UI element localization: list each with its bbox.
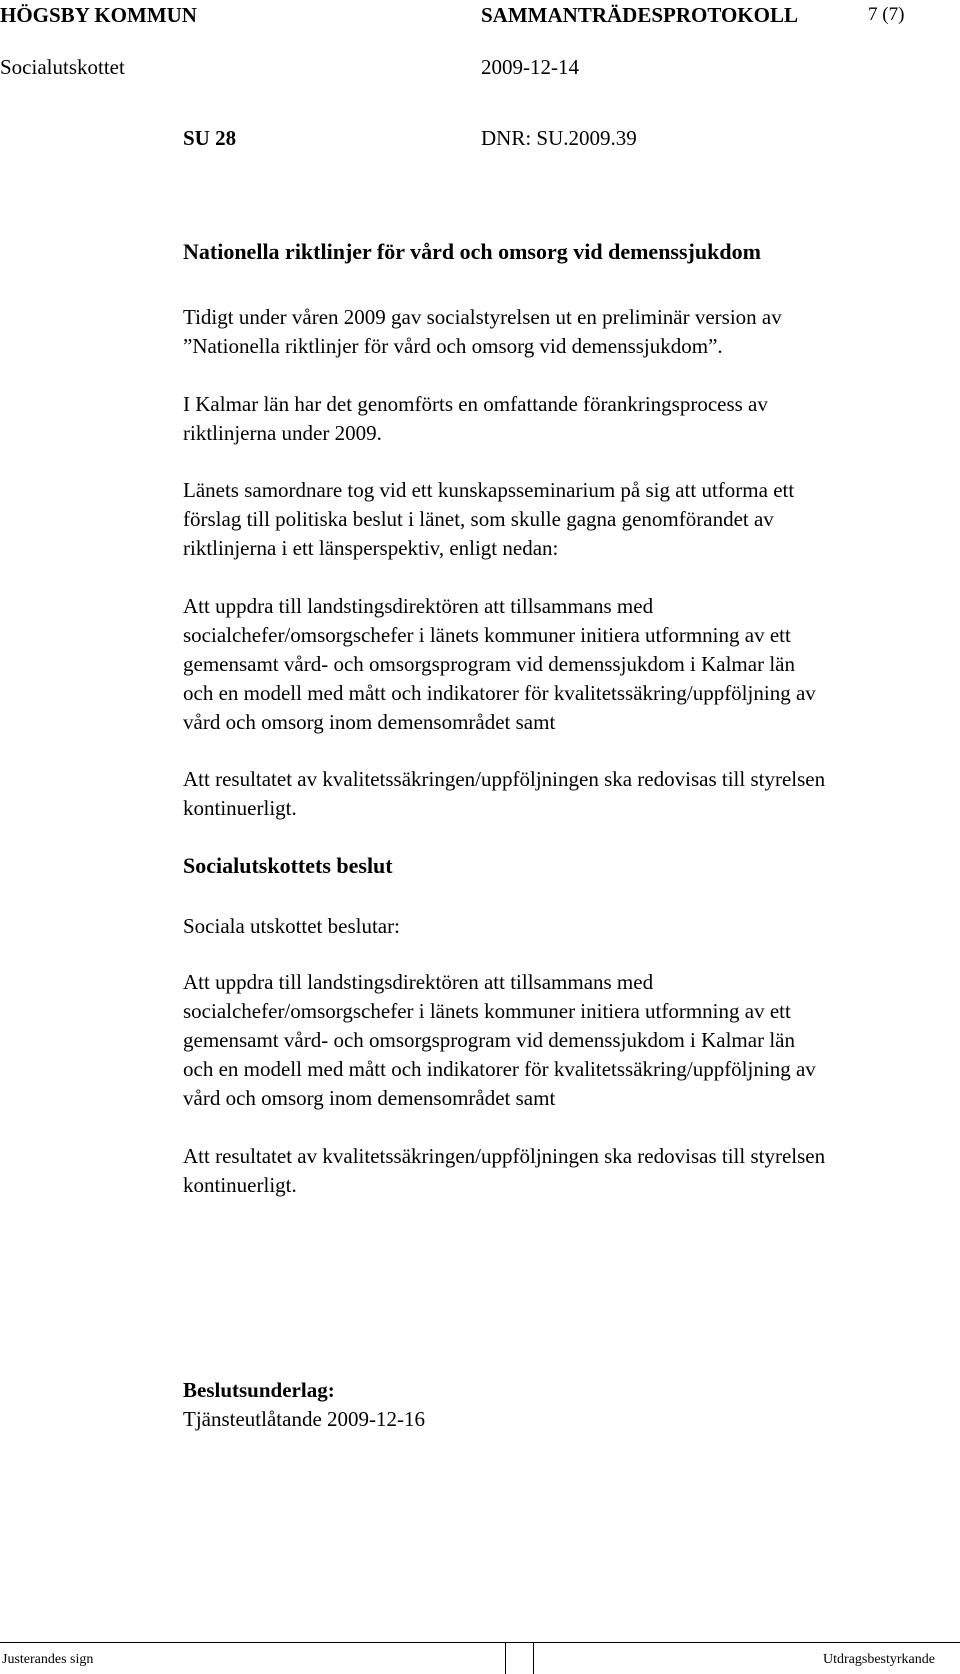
footer-certification-label: Utdragsbestyrkande [823,1652,935,1667]
footer-cell-divider [505,1642,506,1674]
paragraph-2 [183,390,953,448]
text-line: Att resultatet av kvalitetssäkringen/uppföljningen ska redovisas till styrelsen [183,1144,826,1168]
paragraph-4 [183,592,953,737]
text-line: och en modell med mått och indikatorer för kvalitetssäkring/uppföljning av [183,1057,816,1081]
paragraph-5 [183,765,953,823]
committee-name: Socialutskottet [0,55,125,79]
municipality-name: HÖGSBY KOMMUN [0,3,197,27]
footer-signature-label: Justerandes sign [2,1652,94,1667]
text-line: riktlinjerna i ett länsperspektiv, enligt nedan: [183,536,559,560]
text-line: och en modell med mått och indikatorer för kvalitetssäkring/uppföljning av [183,681,816,705]
text-line: förslag till politiska beslut i länet, som skulle gagna genomförandet av [183,507,774,531]
text-line: kontinuerligt. [183,1173,297,1197]
text-line: socialchefer/omsorgschefer i länets kommuner initiera utformning av ett [183,623,791,647]
meeting-date: 2009-12-14 [481,55,579,79]
page-number: 7 (7) [868,4,905,25]
footer-divider [0,1642,960,1643]
text-line: riktlinjerna under 2009. [183,421,382,445]
footer-cell-divider [533,1642,534,1674]
page-title: Nationella riktlinjer för vård och omsorg vid demenssjukdom [183,239,761,264]
decision-paragraph-2 [183,1142,953,1200]
text-line: vård och omsorg inom demensområdet samt [183,1086,556,1110]
text-line: Länets samordnare tog vid ett kunskapsseminarium på sig att utforma ett [183,478,795,502]
text-line: ”Nationella riktlinjer för vård och omsorg vid demenssjukdom”. [183,334,723,358]
text-line: gemensamt vård- och omsorgsprogram vid demenssjukdom i Kalmar län [183,652,795,676]
decision-paragraph-1 [183,968,953,1113]
basis-item: Tjänsteutlåtande 2009-12-16 [183,1407,426,1431]
text-line: I Kalmar län har det genomförts en omfattande förankringsprocess av [183,392,768,416]
text-line: vård och omsorg inom demensområdet samt [183,710,556,734]
diary-number: DNR: SU.2009.39 [481,126,637,150]
text-line: Att uppdra till landstingsdirektören att tillsammans med [183,594,654,618]
text-line: Tidigt under våren 2009 gav socialstyrelsen ut en preliminär version av [183,305,782,329]
section-number: SU 28 [183,126,237,150]
document-type: SAMMANTRÄDESPROTOKOLL [481,3,798,27]
paragraph-1 [183,303,953,361]
decision-heading: Socialutskottets beslut [183,853,393,878]
decision-intro: Sociala utskottet beslutar: [183,914,400,938]
text-line: Att resultatet av kvalitetssäkringen/uppföljningen ska redovisas till styrelsen [183,767,826,791]
text-line: socialchefer/omsorgschefer i länets kommuner initiera utformning av ett [183,999,791,1023]
paragraph-3 [183,476,953,563]
text-line: kontinuerligt. [183,796,297,820]
text-line: gemensamt vård- och omsorgsprogram vid demenssjukdom i Kalmar län [183,1028,795,1052]
basis-label: Beslutsunderlag: [183,1378,335,1402]
text-line: Att uppdra till landstingsdirektören att tillsammans med [183,970,654,994]
